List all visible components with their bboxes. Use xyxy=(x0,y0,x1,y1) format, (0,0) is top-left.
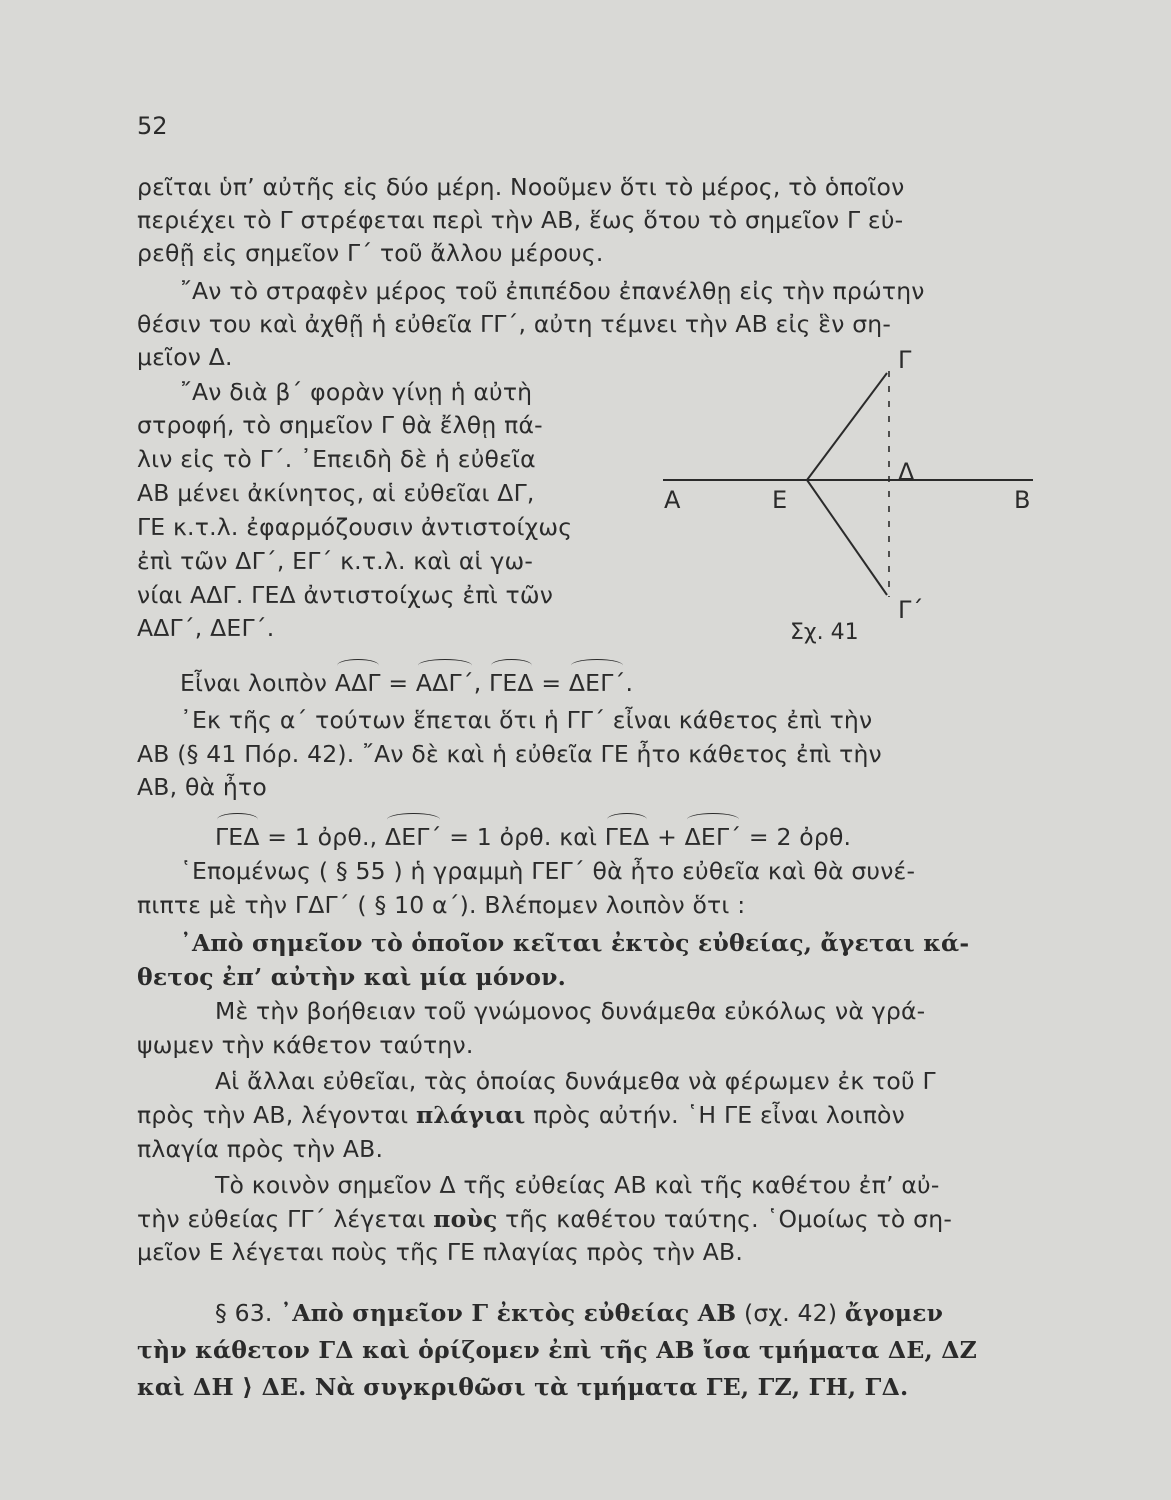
text-span: πρὸς τὴν ΑΒ, λέγονται xyxy=(137,1101,416,1129)
angle-deg-prime: ΔΕΓ΄ xyxy=(384,823,442,851)
text-line: ἐπὶ τῶν ΔΓ΄, ΕΓ΄ κ.τ.λ. καὶ αἱ γω- xyxy=(137,547,534,575)
text-line: ρεθῇ εἰς σημεῖον Γ΄ τοῦ ἄλλου μέρους. xyxy=(137,239,604,267)
term-plagiai: πλάγιαι xyxy=(415,1101,526,1129)
text-span: τὴν εὐθείας ΓΓ΄ λέγεται xyxy=(137,1205,434,1233)
text-line: Μὲ τὴν βοήθειαν τοῦ γνώμονος δυνάμεθα εὐκόλως νὰ γρά- xyxy=(215,997,926,1025)
text-line: μεῖον Δ. xyxy=(137,343,233,371)
label-a: Α xyxy=(664,486,681,514)
text-line: ΑΔΓ΄, ΔΕΓ΄. xyxy=(137,614,275,642)
text-line: ψωμεν τὴν κάθετον ταύτην. xyxy=(137,1031,474,1059)
theorem-line: ᾿Απὸ σημεῖον τὸ ὁποῖον κεῖται ἐκτὸς εὐθείας, ἄγεται κά- xyxy=(180,929,970,957)
eq-text: = 2 ὀρθ. xyxy=(741,823,852,851)
figure-caption: Σχ. 41 xyxy=(790,620,859,645)
text-line: ρεῖται ὑπ’ αὐτῆς εἰς δύο μέρη. Νοοῦμεν ὅτι τὸ μέρος, τὸ ὁποῖον xyxy=(137,173,905,201)
theorem-line: θετος ἐπ’ αὐτὴν καὶ μία μόνον. xyxy=(137,963,566,991)
eq-text: Εἶναι λοιπὸν xyxy=(180,669,335,697)
angle-adg-prime: ΑΔΓ΄ xyxy=(415,669,474,697)
eq-text: . xyxy=(625,669,634,697)
section-63-line: καὶ ΔΗ ⟩ ΔΕ. Νὰ συγκριθῶσι τὰ τμήματα ΓΕ, ΓΖ, ΓΗ, ΓΔ. xyxy=(137,1373,909,1401)
text-line: πλαγία πρὸς τὴν ΑΒ. xyxy=(137,1135,384,1163)
text-line: ῎Αν διὰ β΄ φορὰν γίνῃ ἡ αὐτὴ xyxy=(180,378,533,406)
text-line xyxy=(137,1100,905,1130)
angle-ged: ΓΕΔ xyxy=(604,823,650,851)
label-delta: Δ xyxy=(898,458,915,486)
label-b: Β xyxy=(1014,486,1031,514)
term-pous: ποὺς xyxy=(433,1205,498,1233)
angle-adg: ΑΔΓ xyxy=(334,669,381,697)
text-line: πιπτε μὲ τὴν ΓΔΓ΄ ( § 10 α΄). Βλέπομεν λοιπὸν ὅτι : xyxy=(137,891,746,919)
eq-text: = xyxy=(380,669,416,697)
angle-ged: ΓΕΔ xyxy=(489,669,534,697)
text-line: θέσιν του καὶ ἀχθῇ ἡ εὐθεῖα ΓΓ΄, αὐτη τέμνει τὴν ΑΒ εἰς ἓν ση- xyxy=(137,310,892,338)
section-63-line: τὴν κάθετον ΓΔ καὶ ὁρίζομεν ἐπὶ τῆς ΑΒ ἴσα τμήματα ΔΕ, ΔΖ xyxy=(137,1336,978,1364)
text-line: Τὸ κοινὸν σημεῖον Δ τῆς εὐθείας ΑΒ καὶ τῆς καθέτου ἐπ’ αὐ- xyxy=(215,1171,940,1199)
text-line: ΓΕ κ.τ.λ. ἐφαρμόζουσιν ἀντιστοίχως xyxy=(137,513,573,541)
line-ge xyxy=(807,373,887,480)
equation-line xyxy=(180,668,633,698)
eq-text: = 1 ὀρθ., xyxy=(259,823,385,851)
label-gamma-prime: Γ΄ xyxy=(898,596,924,624)
text-span: τῆς καθέτου ταύτης. ῾Ομοίως τὸ ση- xyxy=(497,1205,953,1233)
angle-deg-prime: ΔΕΓ΄ xyxy=(684,823,742,851)
eq-text: = xyxy=(533,669,569,697)
text-line: περιέχει τὸ Γ στρέφεται περὶ τὴν ΑΒ, ἕως ὅτου τὸ σημεῖον Γ εὑ- xyxy=(137,206,904,234)
angle-ged: ΓΕΔ xyxy=(215,823,260,851)
text-line: στροφή, τὸ σημεῖον Γ θὰ ἔλθῃ πά- xyxy=(137,411,543,439)
text-line: λιν εἰς τὸ Γ΄. ᾿Επειδὴ δὲ ἡ εὐθεῖα xyxy=(137,445,536,473)
text-line: ᾿Εκ τῆς α΄ τούτων ἕπεται ὅτι ἡ ΓΓ΄ εἶναι κάθετος ἐπὶ τὴν xyxy=(180,706,873,734)
text-line: Αἱ ἄλλαι εὐθεῖαι, τὰς ὁποίας δυνάμεθα νὰ φέρωμεν ἐκ τοῦ Γ xyxy=(215,1067,936,1095)
text-span: ἄγομεν xyxy=(844,1299,944,1327)
text-line: ΑΒ (§ 41 Πόρ. 42). ῎Αν δὲ καὶ ἡ εὐθεῖα ΓΕ ἦτο κάθετος ἐπὶ τὴν xyxy=(137,740,882,768)
line-eg-prime xyxy=(807,480,887,595)
text-line: νίαι ΑΔΓ. ΓΕΔ ἀντιστοίχως ἐπὶ τῶν xyxy=(137,581,554,609)
equation-line xyxy=(215,822,851,852)
label-gamma: Γ xyxy=(898,346,912,374)
label-e: Ε xyxy=(772,486,788,514)
text-span: (σχ. 42) xyxy=(736,1299,845,1327)
text-line: ΑΒ, θὰ ἦτο xyxy=(137,773,267,801)
eq-text: + xyxy=(649,823,685,851)
text-span: ᾿Απὸ σημεῖον Γ ἐκτὸς εὐθείας ΑΒ xyxy=(280,1299,737,1327)
text-line: ῾Επομένως ( § 55 ) ἡ γραμμὴ ΓΕΓ΄ θὰ ἦτο εὐθεῖα καὶ θὰ συνέ- xyxy=(180,857,916,885)
angle-deg-prime: ΔΕΓ΄ xyxy=(568,669,626,697)
eq-text: = 1 ὀρθ. καὶ xyxy=(441,823,605,851)
page-number: 52 xyxy=(137,112,168,140)
geometry-figure xyxy=(655,345,1040,635)
eq-text: , xyxy=(473,669,490,697)
text-line: ΑΒ μένει ἀκίνητος, αἱ εὐθεῖαι ΔΓ, xyxy=(137,479,535,507)
section-number: § 63. xyxy=(215,1299,281,1327)
text-line: μεῖον Ε λέγεται ποὺς τῆς ΓΕ πλαγίας πρὸς τὴν ΑΒ. xyxy=(137,1238,744,1266)
text-line: ῎Αν τὸ στραφὲν μέρος τοῦ ἐπιπέδου ἐπανέλθῃ εἰς τὴν πρώτην xyxy=(180,277,925,305)
section-63-line xyxy=(215,1298,943,1328)
text-line xyxy=(137,1204,952,1234)
text-span: πρὸς αὐτήν. ῾Η ΓΕ εἶναι λοιπὸν xyxy=(525,1101,905,1129)
